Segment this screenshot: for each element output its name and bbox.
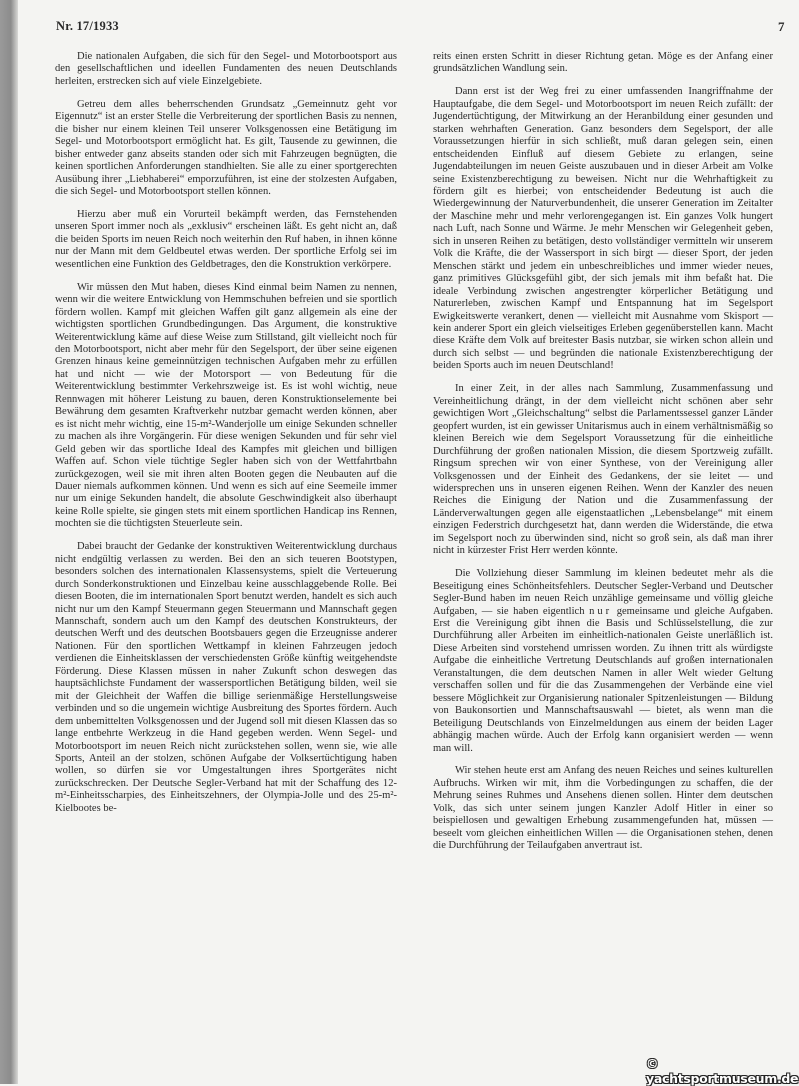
paragraph-konstruktion: Dabei braucht der Gedanke der konstruktiven Weiterentwicklung durchaus nicht endgültig verlassen zu werden. Bei den an sich teueren Bootstypen, besonders solchen des internationalen Klassensystems, spielt die Verteuerung durch Sonderkonstruktionen und Einzelbau keine ausschlaggebende Rolle. Bei diesen Booten, die im internationalen Sport benutzt werden, handelt es sich auch nicht nur um den Kampf Steuermann gegen Steuermann und Mannschaft gegen Mannschaft, sondern auch um den Kampf des deutschen Konstrukteurs, der deutschen Werft und des deutschen Bootsbauers gegen die Erzeugnisse anderer Nationen. Für den sportlichen Wettkampf in kleinen Fahrzeugen jedoch verdienen die Einheitsklassen der verschiedensten Größe künftig weitgehendste Förderung. Diese Klassen müssen in naher Zukunft schon deswegen das hauptsächlichste Fundament der wassersportlichen Betätigung bilden, weil sie mit der Gleichheit der Waffen die billige serienmäßige Herstellungsweise verbinden und so die ungemein wichtige Ausbreitung des Sportes fördern. Auch dem unbemittelten Volksgenossen und der Jugend soll mit diesen Klassen das so lange entbehrte Werkzeug in die Hand gegeben werden. Wenn Segel- und Motorbootsport im neuen Reich nicht zurückstehen sollen, wenn sie, wie alle Sports, Anteil an der stolzen, schönen Aufgabe der Volksertüchtigung haben wollen, so dürfen sie vor Umgestaltungen ihres Sportgerätes nicht zurückschrecken. Der Deutsche Segler-Verband hat mit der Schaffung des 12-m²-Einheitsscharpies, des Einheitszehners, der Olympia-Jolle und des 25-m²-Kielbootes be- — [55, 541, 397, 814]
left-column — [55, 51, 397, 826]
paragraph-gleichschaltung: In einer Zeit, in der alles nach Sammlung, Zusammenfassung und Vereinheitlichung drängt, in der dem vielleicht nicht schönen aber sehr gewichtigen Wort „Gleichschaltung“ selbst die Parlamentssessel ganzer Länder geopfert wurden, ist ein gewisser Unitarismus auch in einem verhältnismäßig so kleinen Bereich wie dem Segelsport Voraussetzung für die einheitliche Durchführung der großen nationalen Mission, die diesem Sportzweig zufällt. Ringsum sprechen wir von einer Synthese, von der Vereinigung aller Volksgenossen und der Einheit des Gedankens, der sie leitet — und widersprechen uns in unseren eigenen Reihen. Wenn der Kanzler des neuen Reiches die Einigung der Nation und die Zusammenfassung der Länderverwaltungen gegen alle eigenstaatlichen „Lebensbelange“ mit einem einzigen Federstrich durchgesetzt hat, dann werden die Widerstände, die etwa im Segelsport noch zu überwinden sind, nicht so groß sein, als daß man ihrer nicht in kürzester Frist Herr werden könnte. — [433, 383, 773, 557]
paragraph-gemeinnutz: Getreu dem alles beherrschenden Grundsatz „Gemeinnutz geht vor Eigennutz“ ist an erster Stelle die Verbreiterung der sportlichen Basis zu nennen, die bisher nur einem kleinen Teil unserer Volksgenossen eine Betätigung im Segel- und Motorbootsport ermöglicht hat. Es gilt, Tausende zu gewinnen, die bisher entweder ganz abseits standen oder sich mit Fahrzeugen begnügten, die keinen sportlichen Anforderungen standhielten. Sie alle zu einer sportgerechten Ausübung ihrer „Liebhaberei“ emporzuführen, ist eine der stolzesten Aufgaben, die sich Segel- und Motorbootsport stellen können. — [55, 98, 397, 198]
page-number: 7 — [778, 19, 785, 34]
emphasized-word: nur — [589, 605, 613, 617]
paragraph-intro: Die nationalen Aufgaben, die sich für den Segel- und Motorbootsport aus den gesellschaftlichen und ideellen Fundamenten des neuen Deutschlands herleiten, erstrecken sich auf viele Einzelgebiete. — [55, 51, 397, 87]
issue-number: Nr. 17/1933 — [56, 19, 119, 33]
copyright-watermark: © yachtsportmuseum.de — [646, 1056, 799, 1086]
text-run: gemeinsame und gleiche Aufgaben. Erst die Vereinigung gibt ihnen die Basis und Schlüsselstellung, die zur Durchführung aller Arbeiten im einheitlich-nationalen Geiste unerläßlich ist. Diese Arbeiten sind vorstehend umrissen worden. Zu ihnen tritt als würdigste Aufgabe die einheitliche Vertretung Deutschlands auf großen internationalen Veranstaltungen, die dem deutschen Namen in aller Welt wieder Geltung verschaffen sollen und für die das Zusammengehen der Verbände eine viel bessere Möglichkeit zur Organisierung nationaler Spitzenleistungen — Bildung von Baukonsortien und Mannschaftsauswahl — bietet, als wenn man die Beteiligung Deutschlands von Einzelmeldungen aus einem der beiden Lager abhängig machen würde. Auch der Erfolg kann organisiert werden — wenn man will. — [433, 605, 774, 754]
paragraph-vorurteil: Hierzu aber muß ein Vorurteil bekämpft werden, das Fernstehenden unseren Sport immer noch als „exklusiv“ erscheinen läßt. Es geht nicht an, daß die beiden Sports im neuen Reich noch weiterhin den Ruf haben, in ihnen könne nur der Mann mit dem Geldbeutel etwas werden. Der sportliche Erfolg sei im wesentlichen eine Funktion des Geldbetrages, den die Konstruktion verkörpere. — [55, 208, 397, 270]
paragraph-mut: Wir müssen den Mut haben, dieses Kind einmal beim Namen zu nennen, wenn wir die weitere Entwicklung von Hemmschuhen befreien und sie sportlich fördern wollen. Kampf mit gleichen Waffen gilt ganz allgemein als eine der wichtigsten sportlichen Grundbedingungen. Das Argument, die konstruktive Weiterentwicklung käme auf diese Weise zum Stillstand, gilt vielleicht noch für den Motorbootsport, nicht aber mehr für den Segelsport, der über seine eigenen Grenzen hinaus keine gemeinnützigen technischen Aufgaben mehr zu erfüllen hat und nicht — wie der Motorsport — von Bedeutung für die Weiterentwicklung bestimmter Verkehrszweige ist. Es ist wohl wichtig, neue Rennwagen mit höherer Leistung zu bauen, deren Konstruktionselemente bei Bewährung dem gesamten Kraftverkehr nutzbar gemacht werden können, aber es ist nicht mehr wichtig, eine 15-m²-Wanderjolle um einige Sekunden schneller zu machen als ihre Vorgängerin. Für diese wenigen Sekunden und für sehr viel Geld geben wir das sportliche Ideal des Kampfes mit gleichen und billigen Waffen auf. Schon viele tüchtige Segler haben sich von der Wettfahrtbahn zurückgezogen, weil sie mit ihren alten Booten gegen die Neubauten auf die Dauer niemals aufkommen können. Und wenn es sich auf eine Seemeile immer nur um einige Sekunden handelt, die absolute Geschwindigkeit also überhaupt keine Rolle spielte, sie gingen stets mit einem sportlichen Handicap ins Rennen, mochten sie die tüchtigsten Steuerleute sein. — [55, 281, 397, 530]
paragraph-vollziehung — [433, 568, 773, 755]
paragraph-jugend: Dann erst ist der Weg frei zu einer umfassenden Inangriffnahme der Hauptaufgabe, die dem Segel- und Motorbootsport im neuen Reich zufällt: der Jugendertüchtigung, der Mitwirkung an der Heranbildung einer gesunden und starken wehrhaften Generation. Ganz besonders dem Segelsport, der alle Voraussetzungen hierfür in sich schließt, muß daran gelegen sein, einen entscheidenden Einfluß auf diesem Gebiete zu erlangen, seine Jugendabteilungen im neuen Geiste auszubauen und in dieser Arbeit am Volke seine Existenzberechtigung zu beweisen. Nicht nur die Wehrhaftigkeit zu fördern gilt es hierbei; von entscheidender Bedeutung ist auch die Wiedergewinnung der Naturverbundenheit, die unserer Generation im Zeitalter der Maschine mehr und mehr verlorengegangen ist. Ein ganzes Volk hungert nach Luft, nach Sonne und Wärme. Je mehr Menschen wir Gelegenheit geben, sich in unseren Reihen zu betätigen, desto vollständiger vermitteln wir unserem Volk die Kräfte, die der Wassersport in sich birgt — dieser Sport, der jeden Menschen stärkt und jedem ein unbeschreibliches und immer wieder neues, ganz primitives Glücksgefühl gibt, der sich jemals mit ihm befaßt hat. Die ideale Verbindung zwischen angestrengter körperlicher Betätigung und Naturerleben, zwischen Kampf und Entspannung hat im Segelsport Ewigkeitswerte verankert, denen — vielleicht mit Ausnahme vom Skisport — kein anderer Sport ein gleich vielseitiges Erleben gegenüberstellen kann. Macht diese Kräfte dem Volk auf breitester Basis nutzbar, sie wirken schon allein und durch sich selbst — und begründen die nationale Existenzberechtigung der beiden Sports auch im neuen Deutschland! — [433, 86, 773, 372]
paragraph-continuation: reits einen ersten Schritt in dieser Richtung getan. Möge es der Anfang einer grundsätzlichen Wandlung sein. — [433, 51, 773, 75]
book-binding-shadow — [0, 0, 18, 1084]
paragraph-final: Wir stehen heute erst am Anfang des neuen Reiches und seines kulturellen Aufbruchs. Wirken wir mit, ihm die Vorbedingungen zu schaffen, die der Mehrung seines Ruhmes und Ansehens dienen sollen. Hinter dem deutschen Volk, das sich unter seinem jungen Kanzler Adolf Hitler in einer so beispiellosen und gewaltigen Erhebung zusammengefunden hat, müssen — beseelt vom gleichen einheitlichen Willen — die Organisationen stehen, denen die Durchführung der Teilaufgaben anvertraut ist. — [433, 765, 773, 852]
right-column — [433, 51, 773, 863]
text-run: Die Vollziehung dieser Sammlung im kleinen bedeutet mehr als die Beseitigung eines Schönheitsfehlers. Deutscher Segler-Verband und Deutscher Segler-Bund haben im neuen Reich unzählige gemeinsame und völlig gleiche Aufgaben, — sie haben eigentlich — [433, 568, 773, 617]
